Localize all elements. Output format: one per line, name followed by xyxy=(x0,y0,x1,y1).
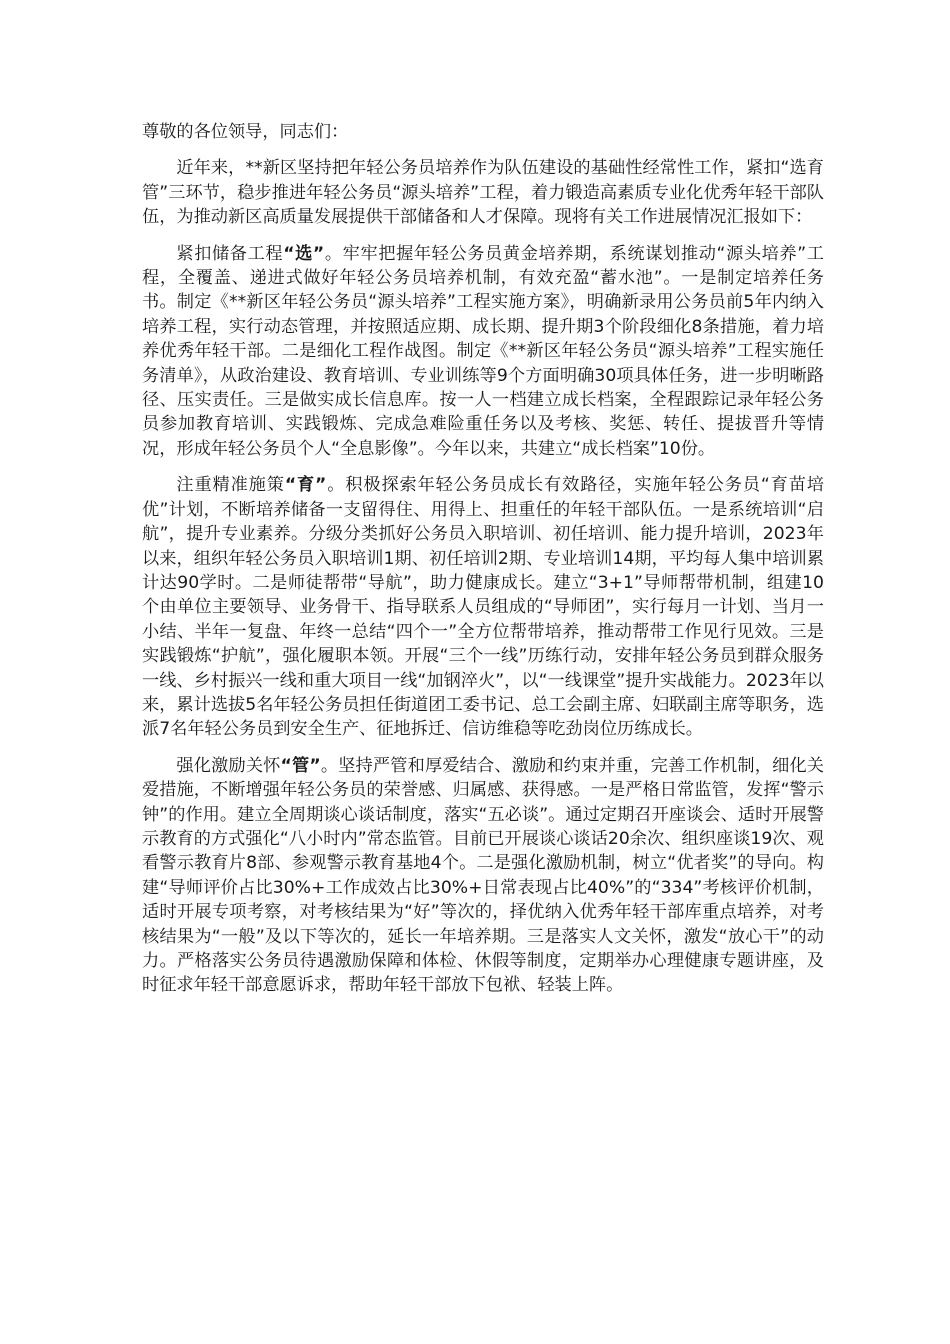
section-cultivate-lead: 注重精准施策 xyxy=(176,475,285,496)
section-select-keyword: “选” xyxy=(283,243,325,264)
section-select-body: 。牢牢把握年轻公务员黄金培养期，系统谋划推动“源头培养”工程，全覆盖、递进式做好年轻公务员培养机制，有效充盈“蓄水池”。一是制定培养任务书。制定《**新区年轻公务员“源头培养”工程实施方案》，明确新录用公务员前5年内纳入培养工程，实行动态管理，并按照适应期、成长期、提升期3个阶段细化8条措施，着力培养优秀年轻干部。二是细化工程作战图。制定《**新区年轻公务员“源头培养”工程实施任务清单》，从政治建设、教育培训、专业训练等9个方面明确30项具体任务，进一步明晰路径、压实责任。三是做实成长信息库。按一人一档建立成长档案，全程跟踪记录年轻公务员参加教育培训、实践锻炼、完成急难险重任务以及考核、奖惩、转任、提拔晋升等情况，形成年轻公务员个人“全息影像”。今年以来，共建立“成长档案”10份。 xyxy=(142,243,824,459)
section-manage-keyword: “管” xyxy=(280,755,321,776)
section-manage-body: 。坚持严管和厚爱结合、激励和约束并重，完善工作机制，细化关爱措施，不断增强年轻公务员的荣誉感、归属感、获得感。一是严格日常监管，发挥“警示钟”的作用。建立全周期谈心谈话制度，落实“五必谈”。通过定期召开座谈会、适时开展警示教育的方式强化“八小时内”常态监管。目前已开展谈心谈话20余次、组织座谈19次、观看警示教育片8部、参观警示教育基地4个。二是强化激励机制，树立“优者奖”的导向。构建“导师评价占比30%+工作成效占比30%+日常表现占比40%”的“334”考核评价机制，适时开展专项考察，对考核结果为“好”等次的，择优纳入优秀年轻干部库重点培养，对考核结果为“一般”及以下等次的，延长一年培养期。三是落实人文关怀，激发“放心干”的动力。严格落实公务员待遇激励保障和体检、休假等制度，定期举办心理健康专题讲座，及时征求年轻干部意愿诉求，帮助年轻干部放下包袱、轻装上阵。 xyxy=(142,755,824,996)
document-page xyxy=(142,120,824,1010)
section-manage-lead: 强化激励关怀 xyxy=(176,755,281,776)
section-cultivate-paragraph xyxy=(142,473,824,741)
section-cultivate-keyword: “育” xyxy=(284,475,327,496)
greeting: 尊敬的各位领导，同志们： xyxy=(142,122,349,142)
section-select-paragraph xyxy=(142,242,824,462)
section-manage-paragraph xyxy=(142,754,824,998)
section-cultivate-body: 。积极探索年轻公务员成长有效路径，实施年轻公务员“育苗培优”计划，不断培养储备一支留得住、用得上、担重任的年轻干部队伍。一是系统培训“启航”，提升专业素养。分级分类抓好公务员入职培训、初任培训、能力提升培训，2023年以来，组织年轻公务员入职培训1期、初任培训2期、专业培训14期，平均每人集中培训累计达90学时。二是师徒帮带“导航”，助力健康成长。建立“3+1”导师帮带机制，组建10个由单位主要领导、业务骨干、指导联系人员组成的“导师团”，实行每月一计划、当月一小结、半年一复盘、年终一总结“四个一”全方位帮带培养，推动帮带工作见行见效。三是实践锻炼“护航”，强化履职本领。开展“三个一线”历练行动，安排年轻公务员到群众服务一线、乡村振兴一线和重大项目一线“加钢淬火”，以“一线课堂”提升实战能力。2023年以来，累计选拔5名年轻公务员担任街道团工委书记、总工会副主席、妇联副主席等职务，选派7名年轻公务员到安全生产、征地拆迁、信访维稳等吃劲岗位历练成长。 xyxy=(142,475,824,740)
intro-paragraph: 近年来，**新区坚持把年轻公务员培养作为队伍建设的基础性经常性工作，紧扣“选育管”三环节，稳步推进年轻公务员“源头培养”工程，着力锻造高素质专业化优秀年轻干部队伍，为推动新区高质量发展提供干部储备和人才保障。现将有关工作进展情况汇报如下： xyxy=(142,158,824,228)
section-select-lead: 紧扣储备工程 xyxy=(176,243,284,264)
